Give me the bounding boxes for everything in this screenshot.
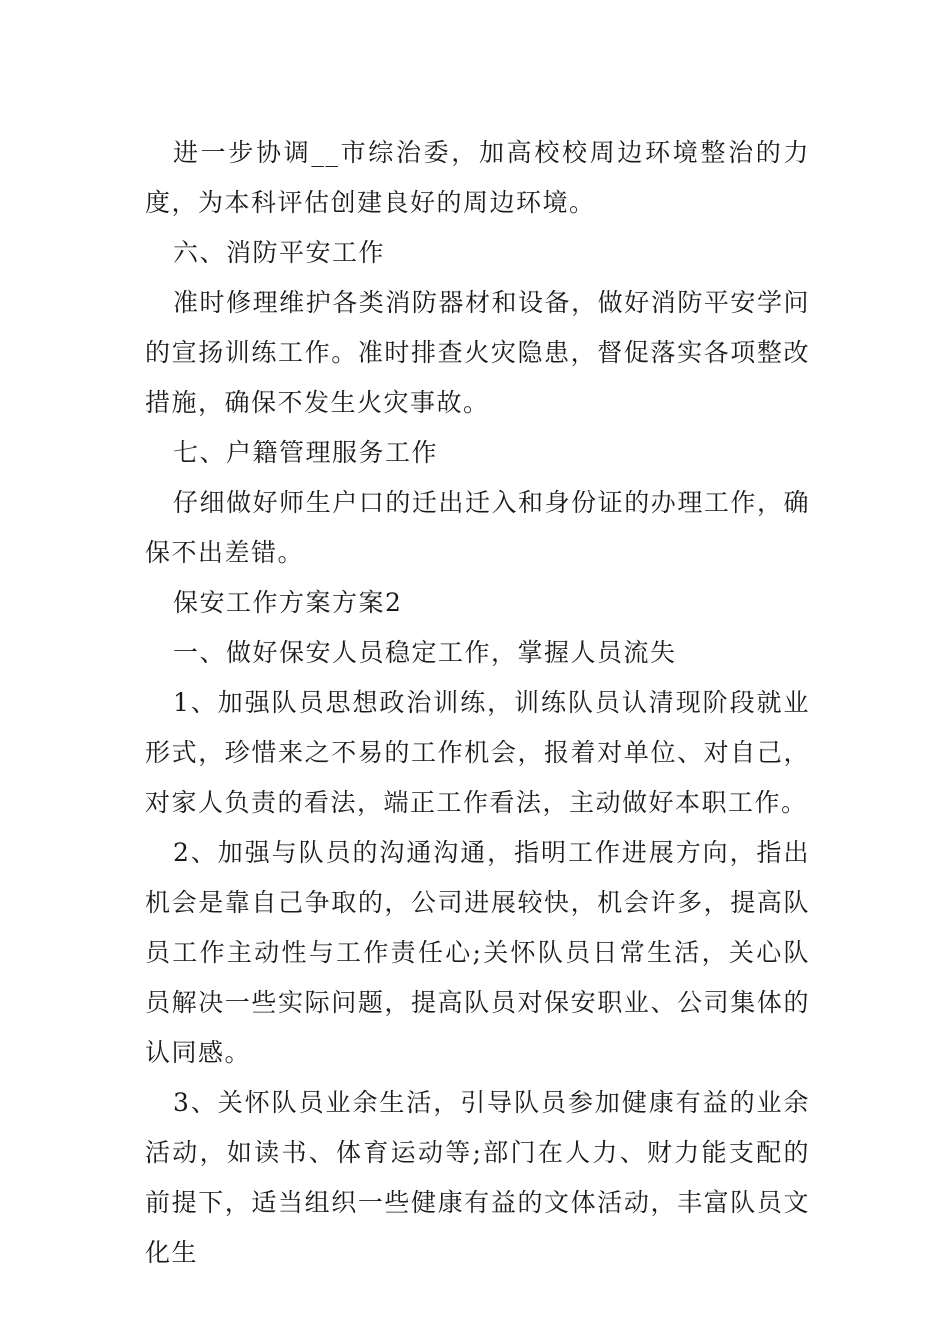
- paragraph-campus-environment: 进一步协调__市综治委，加高校校周边环境整治的力度，为本科评估创建良好的周边环境。: [145, 138, 810, 217]
- heading-staff-stability: 一、做好保安人员稳定工作，掌握人员流失: [173, 638, 677, 667]
- paragraph-registration-work: 仔细做好师生户口的迁出迁入和身份证的办理工作，确保不出差错。: [145, 488, 810, 567]
- paragraph-item-1: 1、加强队员思想政治训练，训练队员认清现阶段就业形式，珍惜来之不易的工作机会，报着对单位、对自己，对家人负责的看法，端正工作看法，主动做好本职工作。: [145, 688, 810, 817]
- paragraph-item-2: 2、加强与队员的沟通沟通，指明工作进展方向，指出机会是靠自己争取的，公司进展较快，机会许多，提高队员工作主动性与工作责任心;关怀队员日常生活，关心队员解决一些实际问题，提高队员对保安职业、公司集体的认同感。: [145, 838, 810, 1067]
- heading-fire-safety: 六、消防平安工作: [173, 238, 386, 267]
- paragraph-item-3: 3、关怀队员业余生活，引导队员参加健康有益的业余活动，如读书、体育运动等;部门在人力、财力能支配的前提下，适当组织一些健康有益的文体活动，丰富队员文化生: [145, 1088, 810, 1267]
- paragraph-fire-equipment: 准时修理维护各类消防器材和设备，做好消防平安学问的宣扬训练工作。准时排查火灾隐患，督促落实各项整改措施，确保不发生火灾事故。: [145, 288, 810, 417]
- heading-household-registration: 七、户籍管理服务工作: [173, 438, 439, 467]
- heading-security-plan-2: 保安工作方案方案2: [173, 588, 403, 617]
- document-body: [145, 128, 810, 1278]
